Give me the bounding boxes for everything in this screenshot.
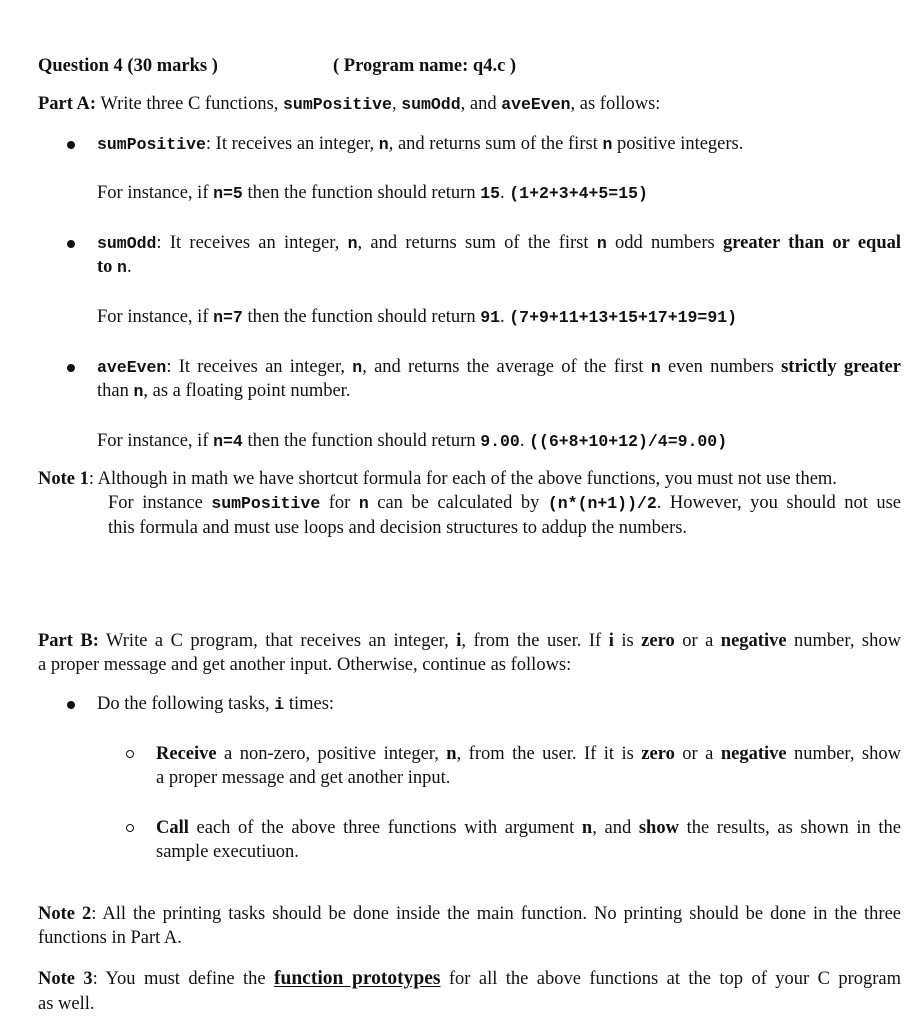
sumodd-description-cont: to n. — [97, 257, 132, 277]
bullet-dot — [67, 240, 75, 248]
subtask-call-cont: sample executiuon. — [156, 842, 299, 862]
sumodd-example: For instance, if n=7 then the function should return 91. (7+9+11+13+15+17+19=91) — [97, 307, 738, 327]
aveeven-example: For instance, if n=4 then the function should return 9.00. ((6+8+10+12)/4=9.00) — [97, 431, 728, 451]
subtask-receive-cont: a proper message and get another input. — [156, 768, 451, 788]
subtask-call: Call each of the above three functions with argument n, and show the results, as shown in the — [156, 818, 901, 838]
sumpositive-description: sumPositive: It receives an integer, n, and returns sum of the first n positive integers. — [97, 134, 744, 154]
note-1-line-2: For instance sumPositive for n can be calculated by (n*(n+1))/2. However, you should not use — [108, 493, 902, 513]
aveeven-description-cont: than n, as a floating point number. — [97, 381, 351, 401]
sumpositive-example: For instance, if n=5 then the function should return 15. (1+2+3+4+5=15) — [97, 183, 648, 203]
subtask-receive: Receive a non-zero, positive integer, n, from the user. If it is zero or a negative number, show — [156, 744, 901, 764]
bullet-dot — [67, 701, 75, 709]
part-b-intro: Part B: Write a C program, that receives an integer, i, from the user. If i is zero or a negative number, show — [38, 631, 901, 651]
aveeven-description: aveEven: It receives an integer, n, and returns the average of the first n even numbers strictly greater — [97, 357, 901, 377]
note-1: Note 1: Although in math we have shortcut formula for each of the above functions, you must not use them. — [38, 469, 837, 489]
part-a-intro: Part A: Write three C functions, sumPositive, sumOdd, and aveEven, as follows: — [38, 94, 661, 114]
note-2: Note 2: All the printing tasks should be done inside the main function. No printing should be done in the three — [38, 904, 902, 924]
note-1-line-3: this formula and must use loops and decision structures to addup the numbers. — [108, 518, 688, 538]
function-prototypes-link: function prototypes — [273, 968, 441, 989]
sub-bullet-circle — [126, 824, 134, 832]
question-title: Question 4 (30 marks ) — [38, 56, 218, 76]
program-name: ( Program name: q4.c ) — [333, 56, 517, 76]
sub-bullet-circle — [126, 750, 134, 758]
note-2-cont: functions in Part A. — [38, 928, 182, 948]
bullet-dot — [67, 364, 75, 372]
part-b-intro-cont: a proper message and get another input. Otherwise, continue as follows: — [38, 655, 572, 675]
part-b-task: Do the following tasks, i times: — [97, 694, 335, 714]
note-3-cont: as well. — [38, 994, 95, 1014]
sumodd-description: sumOdd: It receives an integer, n, and returns sum of the first n odd numbers greater than or equal — [97, 233, 902, 253]
note-3: Note 3: You must define the function prototypes for all the above functions at the top of your C program — [38, 968, 902, 989]
bullet-dot — [67, 141, 75, 149]
